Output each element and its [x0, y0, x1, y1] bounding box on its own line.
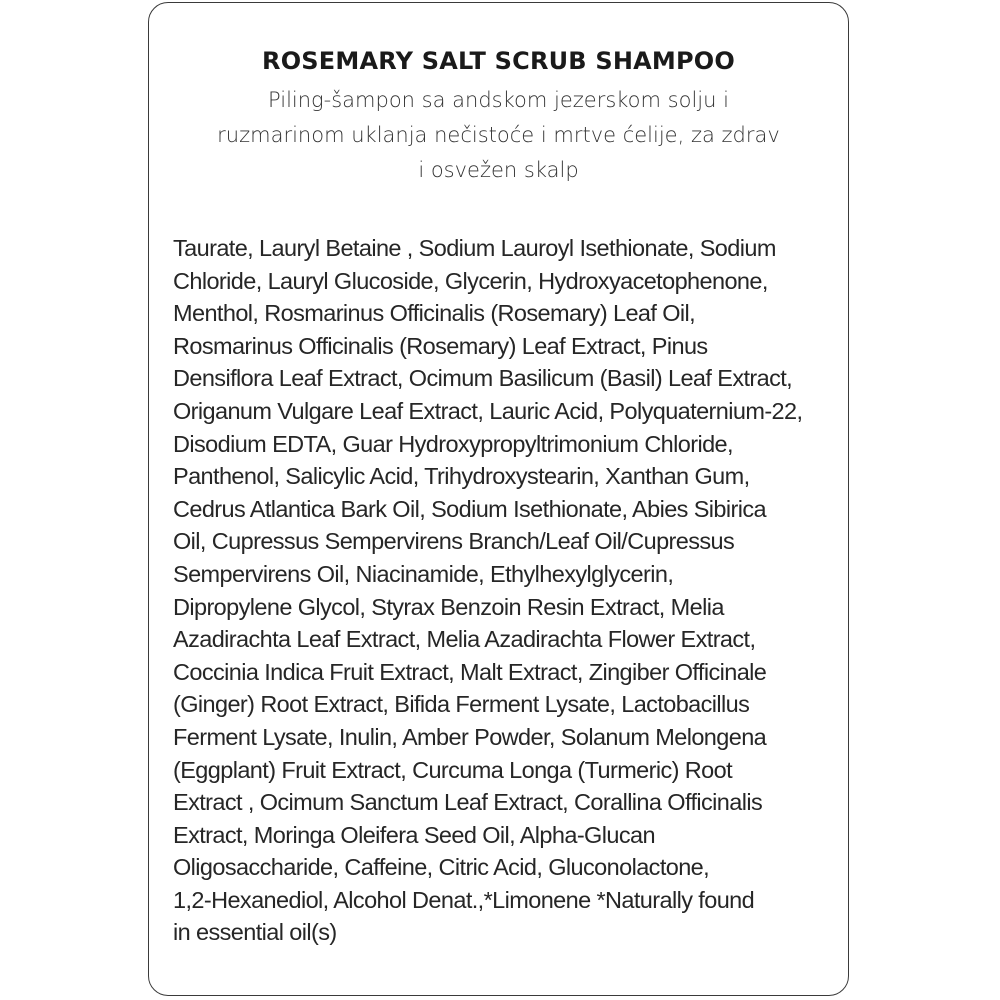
- ingredient-line: Disodium EDTA, Guar Hydroxypropyltrimonium Chloride,: [173, 430, 733, 457]
- ingredients-list: [173, 232, 833, 949]
- product-subtitle: [169, 83, 828, 188]
- ingredient-line: Rosmarinus Officinalis (Rosemary) Leaf Extract, Pinus: [173, 332, 708, 359]
- ingredient-line: Dipropylene Glycol, Styrax Benzoin Resin Extract, Melia: [173, 593, 724, 620]
- subtitle-line: i osvežen skalp: [418, 158, 579, 182]
- product-title: ROSEMARY SALT SCRUB SHAMPOO: [262, 47, 735, 75]
- ingredient-line: Oil, Cupressus Sempervirens Branch/Leaf Oil/Cupressus: [173, 528, 735, 555]
- ingredient-line: Sempervirens Oil, Niacinamide, Ethylhexylglycerin,: [173, 560, 674, 587]
- ingredient-line: Coccinia Indica Fruit Extract, Malt Extract, Zingiber Officinale: [173, 658, 767, 685]
- ingredient-line: Azadirachta Leaf Extract, Melia Azadirachta Flower Extract,: [173, 626, 756, 653]
- ingredient-line: Extract , Ocimum Sanctum Leaf Extract, Corallina Officinalis: [173, 789, 763, 816]
- ingredient-line: Origanum Vulgare Leaf Extract, Lauric Acid, Polyquaternium-22,: [173, 397, 803, 424]
- ingredient-line: Extract, Moringa Oleifera Seed Oil, Alpha-Glucan: [173, 821, 655, 848]
- ingredient-line: Menthol, Rosmarinus Officinalis (Rosemary) Leaf Oil,: [173, 300, 696, 327]
- ingredient-line: (Eggplant) Fruit Extract, Curcuma Longa (Turmeric) Root: [173, 756, 733, 783]
- ingredient-line: in essential oil(s): [173, 919, 337, 946]
- ingredient-line: Oligosaccharide, Caffeine, Citric Acid, Gluconolactone,: [173, 854, 710, 881]
- ingredient-line: (Ginger) Root Extract, Bifida Ferment Lysate, Lactobacillus: [173, 691, 750, 718]
- ingredient-line: Panthenol, Salicylic Acid, Trihydroxystearin, Xanthan Gum,: [173, 463, 750, 490]
- ingredient-line: 1,2-Hexanediol, Alcohol Denat.,*Limonene *Naturally found: [173, 886, 755, 913]
- product-label-card: [148, 2, 849, 996]
- subtitle-line: Piling-šampon sa andskom jezerskom solju i: [268, 88, 729, 112]
- ingredient-line: Taurate, Lauryl Betaine , Sodium Lauroyl Isethionate, Sodium: [173, 235, 776, 261]
- ingredient-line: Ferment Lysate, Inulin, Amber Powder, Solanum Melongena: [173, 723, 767, 750]
- ingredient-line: Densiflora Leaf Extract, Ocimum Basilicum (Basil) Leaf Extract,: [173, 365, 793, 392]
- ingredient-line: Cedrus Atlantica Bark Oil, Sodium Isethionate, Abies Sibirica: [173, 495, 766, 522]
- subtitle-line: ruzmarinom uklanja nečistoće i mrtve ćelije, za zdrav: [217, 123, 780, 147]
- ingredient-line: Chloride, Lauryl Glucoside, Glycerin, Hydroxyacetophenone,: [173, 267, 768, 294]
